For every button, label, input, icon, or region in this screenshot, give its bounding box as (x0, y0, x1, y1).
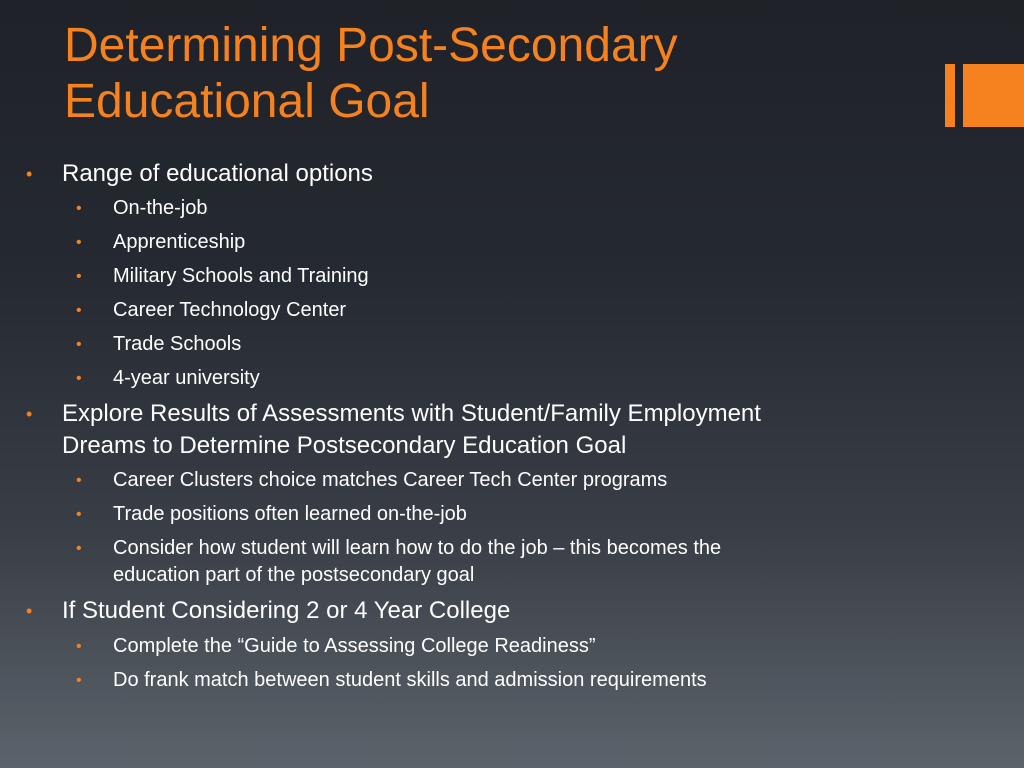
bullet-marker: • (76, 234, 82, 251)
bullet-marker: • (26, 164, 33, 184)
bullet-text-line-2: education part of the postsecondary goal (113, 564, 475, 586)
sub-bullet-item (76, 501, 467, 528)
bullet-text-line-1: Consider how student will learn how to do the job – this becomes the (113, 537, 722, 559)
bullet-marker: • (26, 601, 33, 621)
slide-title-line-1: Determining Post-Secondary (64, 19, 678, 72)
bullet-text-line-1: Explore Results of Assessments with Student/Family Employment (62, 400, 761, 427)
sub-bullet-item (76, 667, 707, 694)
bullet-item (26, 398, 761, 462)
slide-title-line-2: Educational Goal (64, 75, 430, 128)
bullet-text: Trade positions often learned on-the-job (113, 503, 467, 525)
sub-bullet-item (76, 195, 208, 222)
sub-bullet-item (76, 467, 668, 494)
bullet-marker: • (76, 336, 82, 353)
bullet-marker: • (76, 302, 82, 319)
sub-bullet-item (76, 297, 347, 324)
bullet-marker: • (76, 268, 82, 285)
slide-title (64, 18, 924, 130)
sub-bullet-item (76, 263, 369, 290)
sub-bullet-item (76, 633, 596, 660)
bullet-marker: • (76, 472, 82, 489)
bullet-text-line-2: Dreams to Determine Postsecondary Education Goal (62, 432, 627, 459)
bullet-text: Career Clusters choice matches Career Tech Center programs (113, 469, 668, 491)
sub-bullet-item (76, 365, 260, 392)
bullet-text: On-the-job (113, 197, 208, 219)
bullet-marker: • (76, 638, 82, 655)
accent-bar-thin (945, 64, 955, 127)
bullet-text: Range of educational options (62, 160, 373, 187)
bullet-marker: • (76, 672, 82, 689)
bullet-text: 4-year university (113, 367, 260, 389)
bullet-marker: • (76, 200, 82, 217)
bullet-text: If Student Considering 2 or 4 Year College (62, 597, 511, 624)
sub-bullet-item (76, 331, 242, 358)
sub-bullet-item (76, 535, 722, 589)
bullet-marker: • (26, 404, 33, 424)
bullet-text: Military Schools and Training (113, 265, 369, 287)
bullet-text: Do frank match between student skills and admission requirements (113, 669, 707, 691)
bullet-text: Complete the “Guide to Assessing College Readiness” (113, 635, 596, 657)
bullet-marker: • (76, 370, 82, 387)
bullet-item (26, 595, 511, 627)
bullet-marker: • (76, 506, 82, 523)
bullet-text: Career Technology Center (113, 299, 347, 321)
bullet-text: Trade Schools (113, 333, 242, 355)
accent-bar-thick (963, 64, 1024, 127)
bullet-text: Apprenticeship (113, 231, 246, 253)
bullet-item (26, 158, 373, 190)
sub-bullet-item (76, 229, 246, 256)
bullet-marker: • (76, 540, 82, 557)
